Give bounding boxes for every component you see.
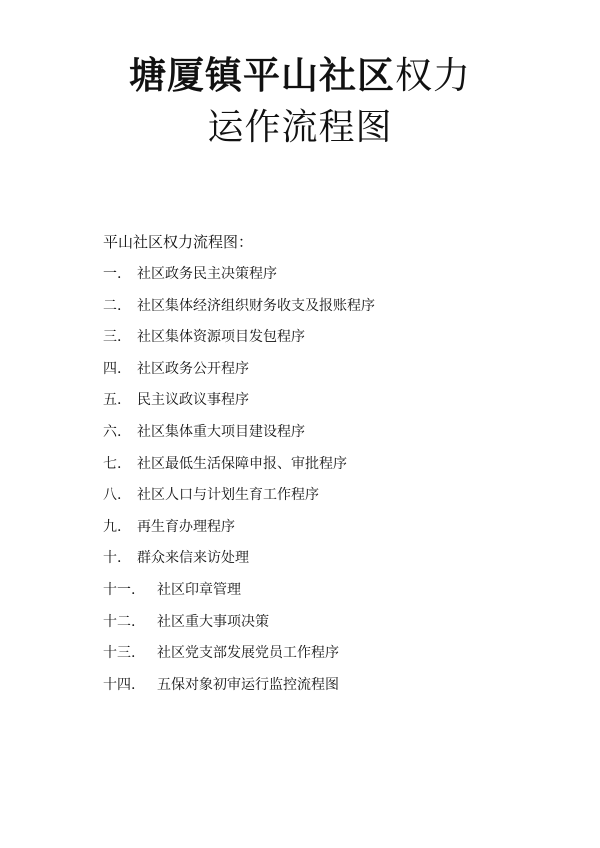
item-number: 三. xyxy=(103,329,122,346)
item-number: 十四. xyxy=(103,676,136,693)
item-text: 社区政务公开程序 xyxy=(137,360,249,377)
list-item xyxy=(103,611,573,643)
document-title xyxy=(0,52,600,152)
item-text: 社区重大事项决策 xyxy=(157,613,269,630)
document-body xyxy=(103,231,573,705)
item-text: 社区人口与计划生育工作程序 xyxy=(137,487,319,504)
list-item xyxy=(103,484,573,516)
list-item xyxy=(103,389,573,421)
title-line-1 xyxy=(0,52,600,100)
item-text: 社区集体经济组织财务收支及报账程序 xyxy=(137,297,375,314)
item-text: 社区最低生活保障申报、审批程序 xyxy=(137,455,347,472)
item-text: 再生育办理程序 xyxy=(137,518,235,535)
item-number: 五. xyxy=(103,392,122,409)
item-number: 十一. xyxy=(103,581,136,598)
list-item xyxy=(103,642,573,674)
item-number: 九. xyxy=(103,518,122,535)
item-text: 社区党支部发展党员工作程序 xyxy=(157,645,339,662)
list-item xyxy=(103,326,573,358)
procedure-list xyxy=(103,263,573,705)
list-item xyxy=(103,358,573,390)
title-bold-part: 塘厦镇平山社区 xyxy=(129,54,395,97)
list-heading: 平山社区权力流程图： xyxy=(103,233,254,251)
list-item xyxy=(103,516,573,548)
item-number: 十二. xyxy=(103,613,136,630)
item-number: 十. xyxy=(103,550,122,567)
item-text: 社区集体资源项目发包程序 xyxy=(137,329,305,346)
item-number: 七. xyxy=(103,455,122,472)
list-item xyxy=(103,453,573,485)
item-number: 六. xyxy=(103,423,122,440)
item-number: 八. xyxy=(103,487,122,504)
item-text: 五保对象初审运行监控流程图 xyxy=(157,676,339,693)
title-line-2: 运作流程图 xyxy=(207,107,393,148)
item-text: 社区政务民主决策程序 xyxy=(137,266,277,282)
item-number: 二. xyxy=(103,297,122,314)
list-item xyxy=(103,579,573,611)
title-regular-part: 权力 xyxy=(395,54,471,97)
list-item xyxy=(103,421,573,453)
item-text: 社区印章管理 xyxy=(157,581,241,598)
item-number: 一. xyxy=(103,266,122,282)
item-text: 民主议政议事程序 xyxy=(137,392,249,409)
list-item xyxy=(103,295,573,327)
item-number: 十三. xyxy=(103,645,136,662)
list-item xyxy=(103,263,573,295)
list-item xyxy=(103,674,573,706)
item-text: 社区集体重大项目建设程序 xyxy=(137,423,305,440)
item-text: 群众来信来访处理 xyxy=(137,550,249,567)
list-item xyxy=(103,547,573,579)
item-number: 四. xyxy=(103,360,122,377)
